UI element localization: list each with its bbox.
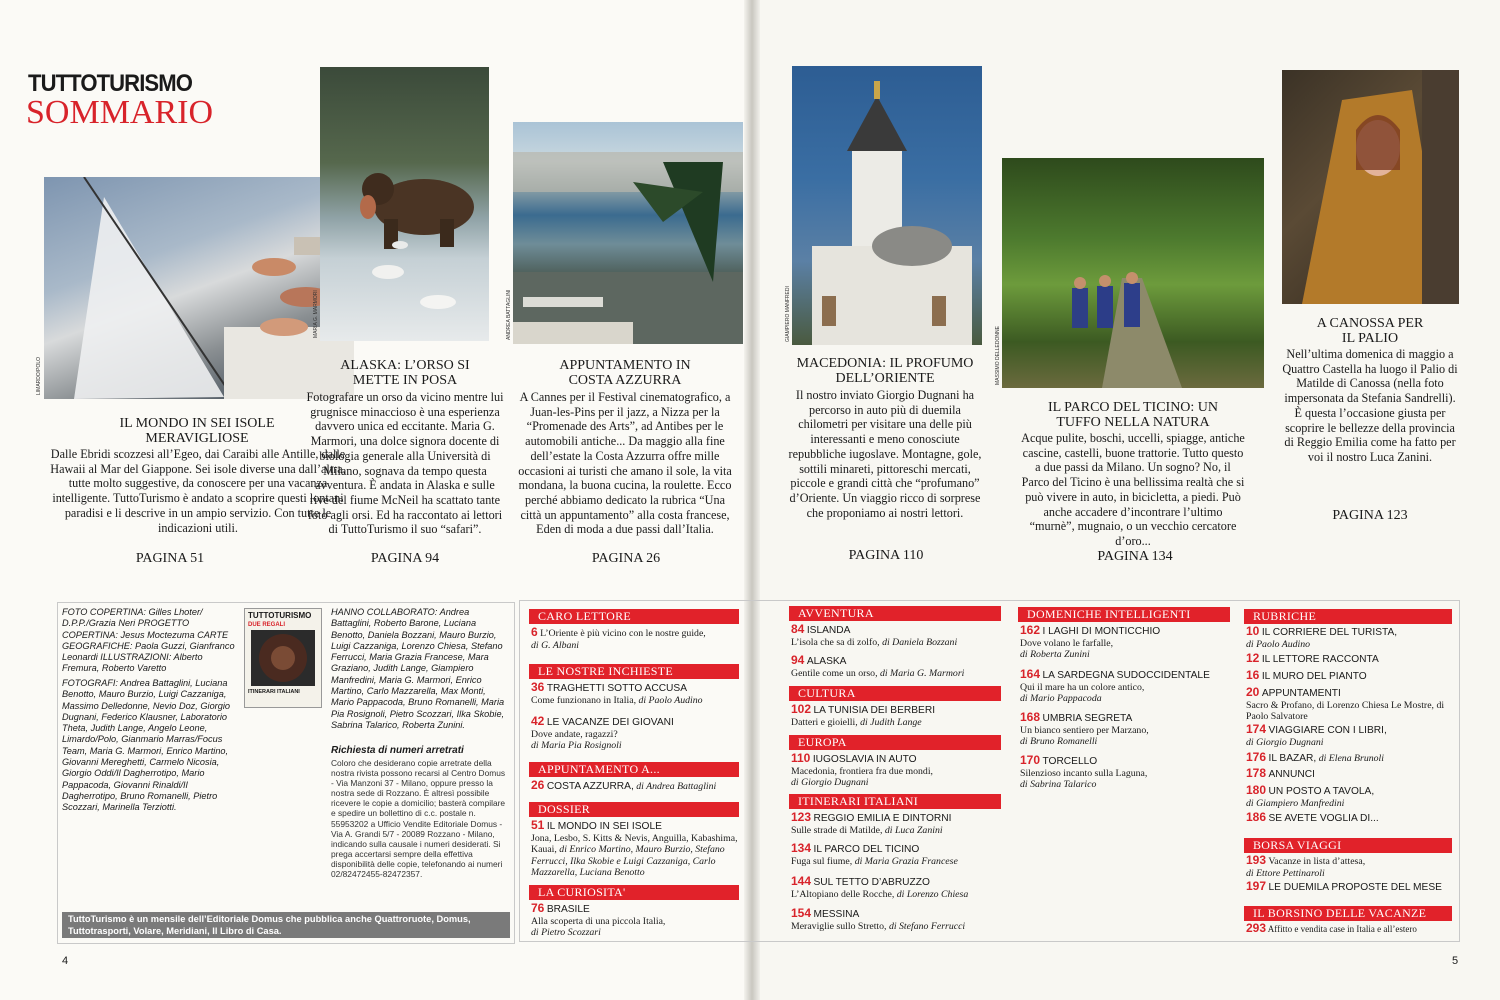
toc-section-header: BORSA VIAGGI [1244, 838, 1452, 853]
church-illustration [792, 66, 982, 345]
toc-entry[interactable]: 6 L’Oriente è più vicino con le nostre guide, di G. Albani [531, 625, 706, 651]
story-page-link[interactable]: PAGINA 26 [591, 551, 661, 566]
brand-logo: TUTTOTURISMO [28, 70, 192, 97]
toc-section-header: IL BORSINO DELLE VACANZE [1244, 906, 1452, 921]
photo-credit: MARIA G. MARMORI [313, 290, 319, 338]
story-page-link[interactable]: PAGINA 123 [1332, 508, 1408, 523]
toc-entry[interactable]: 293 Affitto e vendita case in Italia e all’estero [1246, 921, 1417, 935]
toc-entry[interactable]: 162 I LAGHI DI MONTICCHIO Dove volano le farfalle, di Roberta Zunini [1020, 623, 1161, 660]
story-page-link[interactable]: PAGINA 94 [370, 551, 440, 566]
toc-entry[interactable]: 16 IL MURO DEL PIANTO [1246, 668, 1367, 682]
forest-illustration [1002, 158, 1264, 388]
toc-entry[interactable]: 42 LE VACANZE DEI GIOVANI Dove andate, ragazzi? di Maria Pia Rosignoli [531, 714, 674, 751]
story-page-link[interactable]: PAGINA 110 [848, 548, 924, 563]
toc-entry[interactable]: 36 TRAGHETTI SOTTO ACCUSA Come funzionano in Italia, di Paolo Audino [531, 680, 703, 706]
toc-entry[interactable]: 84 ISLANDA L’isola che sa di zolfo, di Daniela Bozzani [791, 622, 958, 648]
toc-entry[interactable]: 20 APPUNTAMENTI Sacro & Profano, di Lorenzo Chiesa Le Mostre, di Paolo Salvatore [1246, 685, 1445, 722]
photo-church [792, 66, 982, 345]
toc-section-header: CULTURA [789, 686, 1001, 701]
photo-nice [513, 122, 743, 344]
toc-entry[interactable]: 110 IUGOSLAVIA IN AUTO Macedonia, frontiera fra due mondi, di Giorgio Dugnani [791, 751, 933, 788]
toc-section-header: CARO LETTORE [529, 609, 739, 624]
toc-entry[interactable]: 94 ALASKA Gentile come un orso, di Maria G. Marmori [791, 653, 965, 679]
toc-entry[interactable]: 51 IL MONDO IN SEI ISOLE Jona, Lesbo, S. Kitts & Nevis, Anguilla, Kabashima, Kauai, di Enrico Martino, Mauro Burzio, Stefano Ferrucci, Ilka Skobie e Luigi Cazzaniga, Carlo Mazzarella, Luciana Benotto [531, 818, 738, 878]
toc-section-header: APPUNTAMENTO A... [529, 762, 739, 777]
page-title: SOMMARIO [26, 94, 214, 131]
toc-entry[interactable]: 12 IL LETTORE RACCONTA [1246, 651, 1379, 665]
story-body: Nell’ultima domenica di maggio a Quattro Castella ha luogo il Palio di Matilde di Canossa (nella foto impersonata da Stefania Sandrelli). È questa l’occasione giusta per scoprire le bellezze della provincia di Reggio Emilia come ha fatto per voi il nostro Luca Zanini. [1282, 347, 1458, 464]
photo-sailboat [44, 177, 354, 399]
toc-entry[interactable]: 174 VIAGGIARE CON I LIBRI, di Giorgio Dugnani [1246, 722, 1387, 748]
page-number-left: 4 [62, 955, 69, 967]
toc-section-header: RUBRICHE [1244, 609, 1452, 624]
back-issues-title: Richiesta di numeri arretrati [331, 745, 464, 756]
toc-section-header: DOMENICHE INTELLIGENTI [1018, 607, 1230, 622]
photo-credit: MASSIMO DELLEDONNE [995, 326, 1001, 385]
story-title: IL MONDO IN SEI ISOLE MERAVIGLIOSE [119, 416, 275, 446]
toc-entry[interactable]: 178 ANNUNCI [1246, 766, 1315, 780]
toc-entry[interactable]: 176 IL BAZAR, di Elena Brunoli [1246, 750, 1384, 764]
toc-entry[interactable]: 170 TORCELLO Silenzioso incanto sulla Laguna, di Sabrina Talarico [1020, 753, 1148, 790]
toc-section-header: AVVENTURA [789, 606, 1001, 621]
story-body: Dalle Ebridi scozzesi all’Egeo, dai Caraibi alle Antille, dalle Hawaii al Mar del Giappone. Sei isole diverse una dall’altra, tutte molto suggestive, da conoscere per una vacanza intelligente. TuttoTurismo è andato a scoprire questi lontani paradisi e li descrive in un ampio servizio. Con tutte le indicazioni utili. [50, 447, 346, 535]
toc-section-header: ITINERARI ITALIANI [789, 794, 1001, 809]
back-issues-body: Coloro che desiderano copie arretrate della nostra rivista possono recarsi al Centro Domus - Via Manzoni 37 - Milano, oppure presso la nostra sede di Rozzano. È altresì possibile ricevere le copie a domicilio; basterà compilare e spedire un bollettino di c.c. postale n. 55953202 a Ufficio Vendite Editoriale Domus - Via A. Grandi 5/7 - 20089 Rozzano - Milano, indicando sulla causale i numeri desiderati. Si prega accertarsi sempre della effettiva disponibilità delle copie, telefonando ai numeri 02/82472455-82472357. [331, 758, 506, 880]
photo-bear [320, 67, 489, 341]
toc-section-header: DOSSIER [529, 802, 739, 817]
costume-illustration [1282, 70, 1459, 304]
toc-entry[interactable]: 102 LA TUNISIA DEI BERBERI Datteri e gioielli, di Judith Lange [791, 702, 936, 728]
toc-entry[interactable]: 164 LA SARDEGNA SUDOCCIDENTALE Qui il mare ha un colore antico, di Mario Pappacoda [1020, 667, 1210, 704]
photo-credit: LIMARDO/POLO [36, 356, 42, 395]
story-body: Il nostro inviato Giorgio Dugnani ha percorso in auto più di duemila chilometri per visitare una delle più interessanti e meno conosciute repubbliche iugoslave. Montagne, gole, sottili minareti, pittoreschi mercati, piccole e grandi città che “profumano” d’Oriente. Un viaggio ricco di sorprese che proponiamo ai nostri lettori. [788, 388, 982, 520]
cover-credits: FOTO COPERTINA: Gilles Lhoter/ D.P.P./Grazia Neri PROGETTO COPERTINA: Jesus Moctezuma CARTE GEOGRAFICHE: Paola Guzzi, Gianfranco Leonardi ILLUSTRAZIONI: Alberto Fremura, Roberto Varetto [62, 607, 235, 674]
story-body: A Cannes per il Festival cinematografico, a Juan-les-Pins per il jazz, a Nizza per la “Promenade des Arts”, ad Antibes per le automobili antiche... Da maggio alla fine dell’estate la Costa Azzurra offre mille occasioni ai turisti che amano il sole, la vita mondana, la buona cucina, la roulette. Ecco perché abbiamo dedicato la rubrica “Una città un appuntamento” alla costa francese, Eden di moda a due passi dall’Italia. [518, 390, 732, 537]
toc-entry[interactable]: 26 COSTA AZZURRA, di Andrea Battaglini [531, 778, 717, 792]
nice-illustration [513, 122, 743, 344]
photographers-credits: FOTOGRAFI: Andrea Battaglini, Luciana Benotto, Mauro Burzio, Luigi Cazzaniga, Massimo Delledonne, Nevio Doz, Giorgio Dugnani, Federico Klausner, Laboratorio Theta, Judith Lange, Angelo Leone, Limardo/Polo, Gianmario Marras/Focus Team, Maria G. Marmori, Enrico Martino, Giovanni Mereghetti, Carmelo Nicosia, Giorgio Oddi/Il Dagherrotipo, Mario Pappacoda, Giovanni Rinaldi/Il Dagherrotipo, Bruno Romanelli, Pietro Scozzari, Marinella Terziotti. [62, 678, 230, 813]
toc-entry[interactable]: 10 IL CORRIERE DEL TURISTA, di Paolo Audino [1246, 624, 1398, 650]
toc-entry[interactable]: 168 UMBRIA SEGRETA Un bianco sentiero per Marzano, di Bruno Romanelli [1020, 710, 1149, 747]
photo-credit: GIAMPIERO MANFREDI [785, 286, 791, 342]
toc-entry[interactable]: 186 SE AVETE VOGLIA DI... [1246, 810, 1379, 824]
story-title: A CANOSSA PER IL PALIO [1316, 316, 1424, 346]
story-title: APPUNTAMENTO IN COSTA AZZURRA [559, 358, 691, 388]
toc-entry[interactable]: 134 IL PARCO DEL TICINO Fuga sul fiume, di Maria Grazia Francese [791, 841, 958, 867]
toc-entry[interactable]: 123 REGGIO EMILIA E DINTORNI Sulle strade di Matilde, di Luca Zanini [791, 810, 952, 836]
photo-forest [1002, 158, 1264, 388]
promo-brand: TUTTOTURISMO [248, 611, 312, 620]
toc-entry[interactable]: 76 BRASILE Alla scoperta di una piccola Italia, di Pietro Scozzari [531, 901, 666, 938]
toc-section-header: LE NOSTRE INCHIESTE [529, 664, 739, 679]
magazine-promo[interactable] [244, 608, 322, 708]
story-page-link[interactable]: PAGINA 134 [1097, 549, 1173, 564]
story-body: Acque pulite, boschi, uccelli, spiagge, antiche cascine, castelli, buone trattorie. Tutto questo a due passi da Milano. Un sogno? No, il Parco del Ticino è una bellissima realtà che si può vivere in auto, in bicicletta, a piedi. Può anche accadere d’incontrare l’ultimo “murnè”, mugnaio, o un vecchio cercatore d’oro... [1021, 431, 1245, 548]
promo-sub: ITINERARI ITALIANI [248, 689, 300, 695]
toc-section-header: LA CURIOSITA' [529, 885, 739, 900]
story-title: IL PARCO DEL TICINO: UN TUFFO NELLA NATURA [1047, 400, 1219, 430]
contributors-credits: HANNO COLLABORATO: Andrea Battaglini, Roberto Barone, Luciana Benotto, Daniela Bozzani, Mauro Burzio, Luigi Cazzaniga, Lorenzo Chiesa, Stefano Ferrucci, Maria Grazia Francese, Mara Graziano, Judith Lange, Giampiero Manfredini, Maria G. Marmori, Enrico Martino, Carlo Mazzarella, Max Monti, Mario Pappacoda, Bruno Romanelli, Maria Pia Rosignoli, Pietro Scozzari, Ilka Skobie, Sabrina Talarico, Roberta Zunini. [331, 607, 505, 730]
bear-illustration [320, 67, 489, 341]
sailboat-illustration [44, 177, 354, 399]
toc-section-header: EUROPA [789, 735, 1001, 750]
toc-entry[interactable]: 197 LE DUEMILA PROPOSTE DEL MESE [1246, 879, 1442, 893]
photo-credit: ANDREA BATTAGLINI [506, 289, 512, 340]
story-body: Fotografare un orso da vicino mentre lui grugnisce minaccioso è una esperienza davvero unica ed eccitante. Maria G. Marmori, una dolce signora docente di biologia generale alla Università di Milano, sognava da tempo questa avventura. È andata in Alaska e sulle rive del fiume McNeil ha scattato tante foto agli orsi. Ed ha raccontato ai lettori di TuttoTurismo il suo “safari”. [306, 390, 504, 537]
toc-entry[interactable]: 154 MESSINA Meraviglie sullo Stretto, di Stefano Ferrucci [791, 906, 966, 932]
story-title: ALASKA: L’ORSO SI METTE IN POSA [340, 358, 470, 388]
publisher-note: TuttoTurismo è un mensile dell’Editoriale Domus che pubblica anche Quattroruote, Domus, Tuttotrasporti, Volare, Meridiani, Il Libro di Casa. [62, 912, 510, 938]
page-number-right: 5 [1452, 955, 1459, 967]
toc-entry[interactable]: 144 SUL TETTO D’ABRUZZO L’Altopiano delle Rocche, di Lorenzo Chiesa [791, 874, 969, 900]
toc-entry[interactable]: 193 Vacanze in lista d’attesa, di Ettore Pettinaroli [1246, 853, 1366, 879]
story-title: MACEDONIA: IL PROFUMO DELL’ORIENTE [796, 356, 974, 386]
promo-label: DUE REGALI [248, 622, 286, 628]
story-page-link[interactable]: PAGINA 51 [135, 551, 205, 566]
promo-cover-art [245, 628, 321, 688]
photo-canossa [1282, 70, 1459, 304]
toc-entry[interactable]: 180 UN POSTO A TAVOLA, di Giampiero Manfredini [1246, 783, 1375, 809]
